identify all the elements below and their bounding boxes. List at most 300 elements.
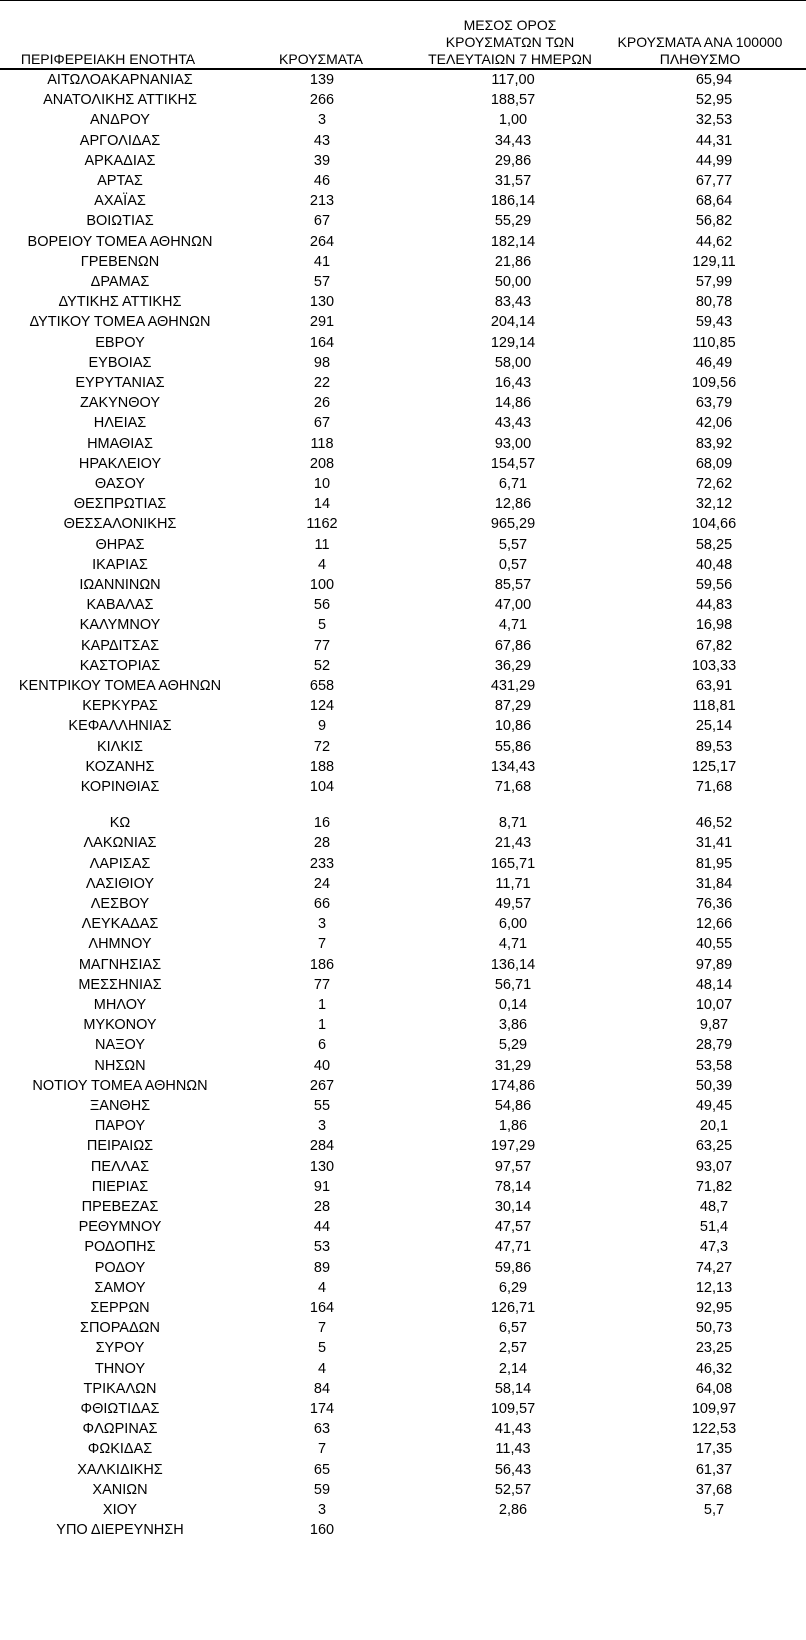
cases-cell: 291: [309, 314, 335, 331]
table-row: [0, 252, 806, 273]
table-row: [0, 676, 806, 697]
cases-cell: 1: [317, 1017, 327, 1034]
avg7-cell: 21,43: [494, 835, 532, 852]
table-row: [0, 1136, 806, 1157]
table-row: [0, 312, 806, 333]
per100k-cell: 49,45: [695, 1098, 733, 1114]
table-row: [0, 696, 806, 717]
cases-cell: 14: [313, 496, 331, 513]
table-row: [0, 1480, 806, 1501]
avg7-cell: 186,14: [490, 193, 536, 210]
avg7-cell: 54,86: [494, 1098, 532, 1114]
avg7-cell: 11,71: [495, 875, 531, 892]
table-row: [0, 151, 806, 172]
avg7-cell: 2,14: [498, 1360, 528, 1377]
per100k-cell: 71,68: [695, 779, 733, 795]
avg7-cell: 67,86: [494, 637, 532, 654]
region-cell: ΑΧΑΪΑΣ: [94, 193, 146, 210]
avg7-cell: 78,14: [494, 1178, 532, 1195]
region-cell: ΚΟΡΙΝΘΙΑΣ: [80, 779, 160, 795]
region-cell: ΧΑΛΚΙΔΙΚΗΣ: [77, 1461, 163, 1478]
cases-cell: 41: [313, 253, 331, 270]
avg7-cell: 97,57: [494, 1158, 532, 1175]
cases-cell: 39: [313, 152, 331, 169]
region-cell: ΜΕΣΣΗΝΙΑΣ: [78, 976, 162, 993]
region-cell: ΘΗΡΑΣ: [95, 536, 145, 553]
table-row: [0, 914, 806, 935]
table-row: [0, 1278, 806, 1299]
region-cell: ΗΜΑΘΙΑΣ: [87, 435, 153, 452]
per100k-cell: 63,79: [695, 395, 733, 412]
cases-cell: 100: [309, 577, 335, 593]
table-row: [0, 636, 806, 657]
per100k-cell: 44,62: [695, 233, 733, 250]
table-row: [0, 1298, 806, 1319]
cases-cell: 28: [313, 1199, 331, 1215]
region-cell: ΓΡΕΒΕΝΩΝ: [80, 253, 160, 270]
region-cell: ΠΑΡΟΥ: [94, 1118, 146, 1135]
cases-cell: 124: [309, 698, 335, 715]
cases-cell: 16: [313, 815, 331, 832]
region-cell: ΝΟΤΙΟΥ ΤΟΜΕΑ ΑΘΗΝΩΝ: [32, 1077, 208, 1094]
per100k-cell: 89,53: [695, 738, 733, 755]
table-row: [0, 272, 806, 293]
table-row: [0, 813, 806, 834]
avg7-cell: 14,86: [494, 395, 532, 412]
cases-cell: 9: [317, 718, 327, 735]
avg7-cell: 2,57: [498, 1340, 528, 1357]
table-row: [0, 191, 806, 212]
avg7-cell: 197,29: [490, 1138, 536, 1155]
cases-cell: 7: [317, 1320, 327, 1337]
cases-cell: 6: [317, 1037, 327, 1054]
table-row: [0, 535, 806, 556]
per100k-cell: 83,92: [695, 435, 733, 452]
per100k-cell: 48,14: [695, 976, 733, 993]
cases-cell: 65: [313, 1461, 331, 1478]
top-border: [0, 0, 806, 1]
cases-cell: 26: [313, 395, 331, 412]
cases-cell: 130: [309, 294, 335, 311]
avg7-cell: 93,00: [494, 435, 532, 452]
per100k-cell: 110,85: [692, 334, 736, 351]
avg7-cell: 58,14: [494, 1380, 532, 1397]
avg7-cell: 188,57: [490, 92, 536, 109]
table-row: [0, 894, 806, 915]
avg7-cell: 5,57: [498, 536, 528, 553]
header-region: ΠΕΡΙΦΕΡΕΙΑΚΗ ΕΝΟΤΗΤΑ: [20, 51, 196, 67]
cases-cell: 10: [313, 476, 331, 492]
per100k-cell: 32,12: [695, 496, 733, 513]
table-row: [0, 1419, 806, 1440]
header-cases: ΚΡΟΥΣΜΑΤΑ: [279, 51, 363, 67]
table-row: [0, 1177, 806, 1198]
avg7-cell: 0,57: [498, 556, 528, 573]
table-row: [0, 1500, 806, 1521]
region-cell: ΘΑΣΟΥ: [94, 476, 146, 492]
avg7-cell: 154,57: [490, 455, 536, 472]
cases-cell: 188: [309, 758, 335, 775]
per100k-cell: 58,25: [695, 536, 733, 553]
region-cell: ΡΕΘΥΜΝΟΥ: [78, 1219, 162, 1236]
table-row: [0, 1217, 806, 1238]
cases-cell: 67: [313, 415, 331, 432]
table-row: [0, 716, 806, 737]
table-row: [0, 333, 806, 354]
region-cell: ΛΕΣΒΟΥ: [90, 896, 150, 912]
per100k-cell: 37,68: [695, 1481, 733, 1498]
per100k-cell: 72,62: [695, 476, 733, 492]
table-row: [0, 833, 806, 854]
per100k-cell: 61,37: [695, 1461, 733, 1478]
region-cell: ΑΝΔΡΟΥ: [90, 112, 150, 129]
region-cell: ΦΩΚΙΔΑΣ: [87, 1441, 153, 1458]
cases-cell: 98: [313, 354, 331, 371]
region-cell: ΒΟΡΕΙΟΥ ΤΟΜΕΑ ΑΘΗΝΩΝ: [27, 233, 213, 250]
table-row: [0, 1439, 806, 1460]
table-row: [0, 1056, 806, 1077]
cases-cell: 174: [309, 1401, 335, 1417]
table-row: [0, 90, 806, 111]
cases-cell: 77: [313, 976, 331, 993]
per100k-cell: 46,49: [695, 354, 733, 371]
region-cell: ΧΙΟΥ: [102, 1502, 138, 1518]
avg7-cell: 56,43: [494, 1461, 532, 1478]
cases-cell: 24: [313, 875, 331, 892]
avg7-cell: 6,57: [498, 1320, 528, 1337]
per100k-cell: 56,82: [695, 213, 733, 230]
per100k-cell: 12,66: [695, 916, 733, 933]
avg7-cell: 55,86: [494, 738, 532, 755]
region-cell: ΑΙΤΩΛΟΑΚΑΡΝΑΝΙΑΣ: [47, 72, 193, 88]
avg7-cell: 29,86: [494, 152, 532, 169]
region-cell: ΦΘΙΩΤΙΔΑΣ: [80, 1401, 160, 1417]
avg7-cell: 41,43: [494, 1421, 532, 1438]
per100k-cell: 31,41: [695, 835, 733, 852]
per100k-cell: 129,11: [692, 253, 736, 270]
table-row: [0, 737, 806, 758]
per100k-cell: 52,95: [695, 92, 733, 109]
table-row: [0, 575, 806, 596]
table-row: [0, 353, 806, 374]
per100k-cell: 50,73: [695, 1320, 733, 1337]
per100k-cell: 48,7: [699, 1199, 729, 1215]
per100k-cell: 63,25: [695, 1138, 733, 1155]
per100k-cell: 81,95: [695, 855, 733, 872]
cases-cell: 7: [317, 936, 327, 953]
region-cell: ΗΡΑΚΛΕΙΟΥ: [78, 455, 162, 472]
table-row: [0, 854, 806, 875]
table-row: [0, 757, 806, 778]
per100k-cell: 74,27: [695, 1259, 733, 1276]
table-row: [0, 995, 806, 1016]
avg7-cell: 174,86: [490, 1077, 536, 1094]
header-7day-average: ΜΕΣΟΣ ΟΡΟΣ ΚΡΟΥΣΜΑΤΩΝ ΤΩΝ ΤΕΛΕΥΤΑΙΩΝ 7 ΗΜΕΡΩΝ: [428, 17, 592, 67]
region-cell: ΔΡΑΜΑΣ: [90, 274, 150, 290]
avg7-cell: 11,43: [495, 1441, 531, 1458]
per100k-cell: 53,58: [695, 1057, 733, 1074]
per100k-cell: 20,1: [699, 1118, 729, 1135]
per100k-cell: 109,56: [691, 375, 737, 391]
avg7-cell: 204,14: [490, 314, 536, 331]
cases-cell: 22: [313, 375, 331, 391]
region-cell: ΔΥΤΙΚΗΣ ΑΤΤΙΚΗΣ: [58, 294, 182, 311]
per100k-cell: 40,48: [695, 556, 733, 573]
per100k-cell: 28,79: [695, 1037, 733, 1054]
per100k-cell: 17,35: [695, 1441, 733, 1458]
cases-cell: 130: [309, 1158, 335, 1175]
cases-cell: 72: [313, 738, 331, 755]
cases-cell: 91: [313, 1178, 331, 1195]
per100k-cell: 93,07: [695, 1158, 733, 1175]
region-cell: ΖΑΚΥΝΘΟΥ: [79, 395, 161, 412]
table-row: [0, 413, 806, 434]
per100k-cell: 46,52: [695, 815, 733, 832]
region-cell: ΜΑΓΝΗΣΙΑΣ: [78, 956, 162, 973]
region-cell: ΝΑΞΟΥ: [94, 1037, 146, 1054]
avg7-cell: 16,43: [494, 375, 532, 391]
avg7-cell: 30,14: [494, 1199, 532, 1215]
region-cell: ΕΥΡΥΤΑΝΙΑΣ: [75, 375, 165, 391]
cases-cell: 4: [317, 1360, 327, 1377]
per100k-cell: 104,66: [691, 516, 737, 533]
per100k-cell: 44,99: [695, 152, 733, 169]
cases-cell: 3: [317, 1118, 327, 1135]
per100k-cell: 103,33: [691, 657, 737, 674]
cases-cell: 4: [317, 556, 327, 573]
avg7-cell: [404, 1520, 622, 1541]
per100k-cell: 68,09: [695, 455, 733, 472]
cases-cell: 40: [313, 1057, 331, 1074]
region-cell: ΚΑΒΑΛΑΣ: [86, 597, 154, 614]
per100k-cell: 47,3: [699, 1239, 729, 1256]
table-row: [0, 874, 806, 895]
table-row: [0, 955, 806, 976]
table-row: [0, 393, 806, 414]
table-row: [0, 1157, 806, 1178]
region-cell: ΚΑΛΥΜΝΟΥ: [79, 617, 161, 634]
avg7-cell: 47,71: [494, 1239, 532, 1256]
table-row: [0, 1116, 806, 1137]
cases-cell: 264: [309, 233, 335, 250]
region-cell: ΠΙΕΡΙΑΣ: [91, 1178, 149, 1195]
avg7-cell: 431,29: [490, 678, 536, 694]
cases-cell: 59: [313, 1481, 331, 1498]
cases-cell: 233: [309, 855, 335, 872]
region-cell: ΙΩΑΝΝΙΝΩΝ: [79, 577, 161, 593]
per100k-cell: 109,97: [691, 1401, 737, 1417]
region-cell: ΚΕΝΤΡΙΚΟΥ ΤΟΜΕΑ ΑΘΗΝΩΝ: [18, 678, 222, 694]
region-cell: ΤΗΝΟΥ: [94, 1360, 146, 1377]
per100k-cell: 44,83: [695, 597, 733, 614]
region-cell: ΤΡΙΚΑΛΩΝ: [83, 1380, 157, 1397]
avg7-cell: 10,86: [494, 718, 532, 735]
cases-cell: 267: [309, 1077, 335, 1094]
region-cell: ΜΗΛΟΥ: [93, 997, 147, 1013]
avg7-cell: 71,68: [494, 779, 532, 795]
avg7-cell: 49,57: [494, 896, 532, 912]
cases-cell: 55: [313, 1098, 331, 1114]
avg7-cell: 31,57: [494, 173, 532, 189]
table-row: [0, 434, 806, 455]
per100k-cell: 42,06: [695, 415, 733, 432]
avg7-cell: 6,71: [498, 476, 528, 492]
table-row: [0, 777, 806, 798]
per100k-cell: 71,82: [695, 1178, 733, 1195]
table-row: [0, 494, 806, 515]
avg7-cell: 136,14: [490, 956, 536, 973]
cases-cell: 5: [317, 1340, 327, 1357]
region-cell: ΝΗΣΩΝ: [94, 1057, 146, 1074]
cases-cell: 658: [309, 678, 335, 694]
cases-cell: 266: [309, 92, 335, 109]
cases-cell: 63: [313, 1421, 331, 1438]
region-cell: ΕΒΡΟΥ: [95, 334, 145, 351]
region-cell: ΛΑΡΙΣΑΣ: [89, 855, 151, 872]
cases-cell: 7: [317, 1441, 327, 1458]
per100k-cell: 76,36: [695, 896, 733, 912]
region-cell: ΛΗΜΝΟΥ: [88, 936, 152, 953]
cases-cell: 67: [313, 213, 331, 230]
avg7-cell: 58,00: [494, 354, 532, 371]
region-cell: ΧΑΝΙΩΝ: [92, 1481, 148, 1498]
region-cell: ΦΛΩΡΙΝΑΣ: [82, 1421, 158, 1438]
region-cell: ΡΟΔΟΥ: [94, 1259, 146, 1276]
cases-cell: 3: [317, 916, 327, 933]
table-row: [0, 555, 806, 576]
region-cell: ΞΑΝΘΗΣ: [89, 1098, 151, 1114]
region-cell: ΠΡΕΒΕΖΑΣ: [81, 1199, 159, 1215]
per100k-cell: 57,99: [695, 274, 733, 290]
table-row: [0, 70, 806, 91]
avg7-cell: 21,86: [494, 253, 532, 270]
avg7-cell: 2,86: [498, 1502, 528, 1518]
region-cell: ΠΕΙΡΑΙΩΣ: [86, 1138, 154, 1155]
avg7-cell: 52,57: [494, 1481, 532, 1498]
per100k-cell: 23,25: [695, 1340, 733, 1357]
cases-cell: 4: [317, 1279, 327, 1296]
cases-cell: 3: [317, 112, 327, 129]
avg7-cell: 56,71: [494, 976, 532, 993]
table-row: [0, 595, 806, 616]
avg7-cell: 47,57: [494, 1219, 532, 1236]
per100k-cell: [622, 1520, 806, 1541]
avg7-cell: 87,29: [494, 698, 532, 715]
table-row: [0, 211, 806, 232]
cases-cell: 1162: [306, 516, 338, 533]
table-row: [0, 1258, 806, 1279]
cases-cell: 164: [309, 1300, 335, 1316]
table-row: [0, 1338, 806, 1359]
avg7-cell: 34,43: [494, 132, 532, 149]
region-cell: ΒΟΙΩΤΙΑΣ: [86, 213, 154, 230]
cases-cell: 43: [313, 132, 331, 149]
table-row: [0, 110, 806, 131]
table-row: [0, 474, 806, 495]
region-cell: ΚΑΣΤΟΡΙΑΣ: [79, 657, 161, 674]
per100k-cell: 46,32: [695, 1360, 733, 1377]
region-cell: ΚΟΖΑΝΗΣ: [85, 758, 155, 775]
table-row: [0, 171, 806, 192]
per100k-cell: 44,31: [695, 132, 733, 149]
avg7-cell: 0,14: [498, 997, 528, 1013]
cases-cell: 118: [310, 435, 334, 452]
cases-cell: 1: [317, 997, 327, 1013]
per100k-cell: 92,95: [695, 1300, 733, 1316]
header-cases-per-100k: ΚΡΟΥΣΜΑΤΑ ΑΝΑ 100000 ΠΛΗΘΥΣΜΟ: [617, 34, 783, 67]
cases-cell: 53: [313, 1239, 331, 1256]
avg7-cell: 134,43: [490, 758, 536, 775]
cases-cell: 160: [309, 1522, 335, 1539]
per100k-cell: 16,98: [695, 617, 733, 634]
region-cell: ΕΥΒΟΙΑΣ: [88, 354, 152, 371]
region-cell: ΣΥΡΟΥ: [95, 1340, 145, 1357]
table-row: [0, 1035, 806, 1056]
avg7-cell: 59,86: [494, 1259, 532, 1276]
region-cell: ΡΟΔΟΠΗΣ: [84, 1239, 156, 1256]
avg7-cell: 109,57: [490, 1401, 536, 1417]
avg7-cell: 50,00: [494, 274, 532, 290]
table-row: [0, 1096, 806, 1117]
per100k-cell: 67,77: [695, 173, 733, 189]
cases-cell: 57: [313, 274, 331, 290]
avg7-cell: 5,29: [498, 1037, 528, 1054]
region-cell: ΣΑΜΟΥ: [94, 1279, 146, 1296]
table-row: [0, 934, 806, 955]
table-row: [0, 232, 806, 253]
table-row: [0, 373, 806, 394]
cases-cell: 77: [313, 637, 331, 654]
avg7-cell: 4,71: [498, 617, 528, 634]
avg7-cell: 8,71: [498, 815, 528, 832]
avg7-cell: 85,57: [494, 577, 532, 593]
per100k-cell: 40,55: [695, 936, 733, 953]
cases-cell: 52: [313, 657, 331, 674]
avg7-cell: 1,00: [498, 112, 528, 129]
table-row: [0, 1237, 806, 1258]
per100k-cell: 25,14: [695, 718, 733, 735]
per100k-cell: 122,53: [691, 1421, 737, 1438]
table-row: [0, 1399, 806, 1420]
avg7-cell: 129,14: [490, 334, 536, 351]
avg7-cell: 126,71: [490, 1300, 536, 1316]
table-row: [0, 1520, 806, 1541]
avg7-cell: 165,71: [490, 855, 536, 872]
table-row: [0, 292, 806, 313]
region-cell: ΙΚΑΡΙΑΣ: [92, 556, 148, 573]
avg7-cell: 6,00: [498, 916, 528, 933]
cases-cell: 46: [313, 173, 331, 189]
region-cell: ΚΕΦΑΛΛΗΝΙΑΣ: [68, 718, 172, 735]
avg7-cell: 36,29: [494, 657, 532, 674]
region-cell: ΠΕΛΛΑΣ: [90, 1158, 150, 1175]
region-cell: ΑΡΚΑΔΙΑΣ: [84, 152, 156, 169]
avg7-cell: 1,86: [498, 1118, 528, 1135]
cases-cell: 28: [313, 835, 331, 852]
per100k-cell: 63,91: [695, 678, 733, 694]
cases-cell: 89: [313, 1259, 331, 1276]
avg7-cell: 182,14: [490, 233, 536, 250]
avg7-cell: 43,43: [494, 415, 532, 432]
avg7-cell: 47,00: [494, 597, 532, 614]
region-cell: ΛΕΥΚΑΔΑΣ: [81, 916, 159, 933]
region-cell: ΜΥΚΟΝΟΥ: [83, 1017, 157, 1034]
table-row: [0, 131, 806, 152]
table-row: [0, 1076, 806, 1097]
per100k-cell: 12,13: [695, 1279, 733, 1296]
per100k-cell: 32,53: [695, 112, 733, 129]
cases-cell: 139: [309, 72, 335, 88]
